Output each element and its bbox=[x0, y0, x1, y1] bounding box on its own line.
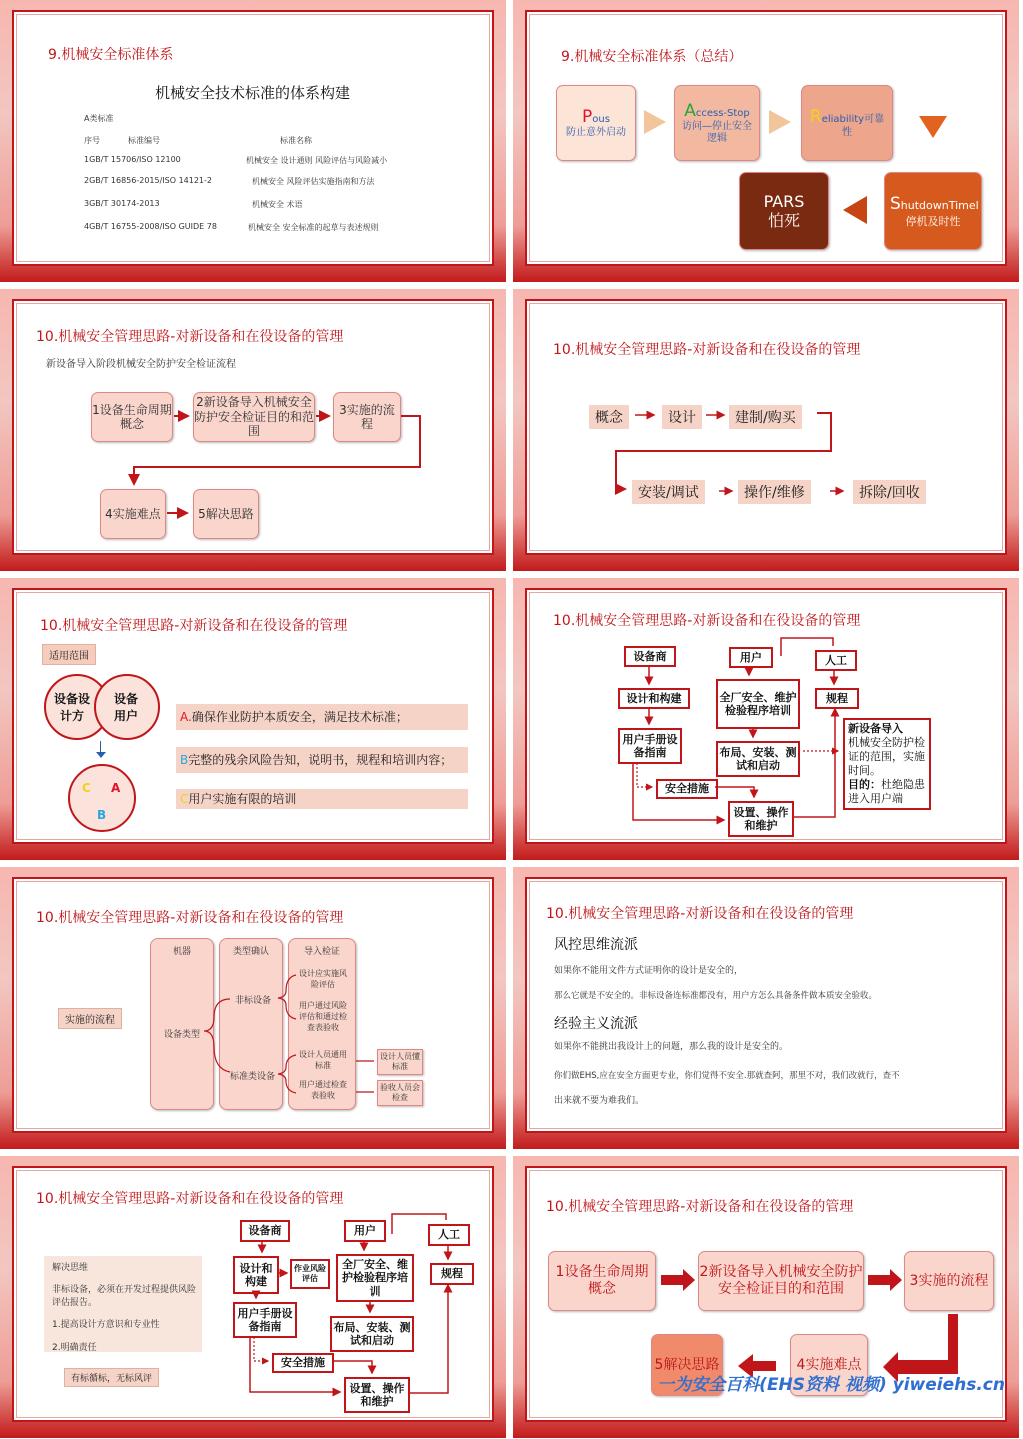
letter-c: C bbox=[82, 781, 91, 795]
verify-1: 设计应实施风险评估 bbox=[299, 969, 347, 989]
slide-2 bbox=[513, 0, 1019, 282]
slide-title: 10.机械安全管理思路-对新设备和在役设备的管理 bbox=[553, 342, 861, 358]
slide-title: 9.机械安全标准体系（总结） bbox=[561, 49, 743, 65]
stage-operate: 操作/维修 bbox=[738, 480, 811, 504]
shutdown-box bbox=[884, 172, 982, 250]
step-box: 3实施的流程 bbox=[904, 1251, 994, 1311]
item-a bbox=[176, 704, 468, 730]
step-box: 2新设备导入机械安全防护安全检证目的和范围 bbox=[193, 392, 315, 442]
access-sub: 访问—停止安全逻辑 bbox=[682, 121, 752, 145]
stage-build: 建制/购买 bbox=[729, 405, 802, 429]
slide-8 bbox=[513, 867, 1019, 1149]
node-supplier: 设备商 bbox=[240, 1220, 290, 1242]
node-manual-labor: 人工 bbox=[428, 1224, 470, 1246]
stage-design: 设计 bbox=[662, 405, 702, 429]
nonstandard-equipment: 非标设备 bbox=[235, 996, 272, 1006]
text-b: 完整的残余风险告知，说明书，规程和培训内容； bbox=[188, 753, 453, 767]
brace-lines bbox=[0, 867, 506, 1149]
letter-s: S bbox=[890, 194, 901, 215]
step-box: 1设备生命周期概念 bbox=[91, 392, 173, 442]
item-c bbox=[176, 789, 468, 809]
slide-title: 10.机械安全管理思路-对新设备和在役设备的管理 bbox=[36, 910, 344, 926]
slide-title: 10.机械安全管理思路-对新设备和在役设备的管理 bbox=[40, 618, 348, 634]
slide-title: 10.机械安全管理思路-对新设备和在役设备的管理 bbox=[36, 1191, 344, 1207]
pous-sub: 防止意外启动 bbox=[566, 127, 626, 139]
slide-title: 9.机械安全标准体系 bbox=[48, 47, 174, 63]
arrow-right-icon bbox=[644, 110, 666, 134]
text-c: 用户实施有限的培训 bbox=[188, 792, 297, 806]
node-rules: 规程 bbox=[815, 688, 859, 709]
slide-9 bbox=[0, 1156, 506, 1438]
column-header: 类型确认 bbox=[232, 947, 269, 957]
table-cell: 机械安全 设计通则 风险评估与风险减小 bbox=[246, 156, 388, 165]
paragraph: 那么它就是不安全的。非标设备连标准都没有，用户方怎么具备条件做本质安全验收。 bbox=[554, 991, 878, 1001]
flow-arrows bbox=[0, 1156, 506, 1438]
slide-4 bbox=[513, 289, 1019, 571]
flow-arrows bbox=[513, 578, 1019, 860]
slide-5 bbox=[0, 578, 506, 860]
arrow-down-icon bbox=[919, 116, 947, 138]
solution-point: 2.明确责任 bbox=[52, 1343, 97, 1353]
reliability-box bbox=[801, 85, 893, 161]
node-training: 全厂安全、维护检验程序培训 bbox=[716, 679, 800, 729]
bottom-tag: 有标循标，无标风评 bbox=[64, 1368, 159, 1387]
paragraph: 出来就不要为难我们。 bbox=[554, 1096, 645, 1106]
node-manual: 用户手册设备指南 bbox=[233, 1302, 297, 1338]
label-b: B bbox=[180, 753, 189, 767]
step-box: 5解决思路 bbox=[193, 489, 259, 539]
column-header: 导入检证 bbox=[303, 947, 340, 957]
note-purpose-label: 目的： bbox=[848, 778, 881, 791]
slide-6 bbox=[513, 578, 1019, 860]
standard-equipment: 标准类设备 bbox=[230, 1072, 276, 1082]
designer-label: 设备设计方 bbox=[53, 692, 90, 723]
stage-install: 安装/调试 bbox=[632, 480, 705, 504]
letter-r: R bbox=[809, 106, 822, 127]
node-user: 用户 bbox=[344, 1220, 386, 1242]
table-row: 1GB/T 15706/ISO 12100 bbox=[84, 155, 181, 164]
step-box: 2新设备导入机械安全防护安全检证目的和范围 bbox=[698, 1251, 864, 1311]
pars-sub: 怕死 bbox=[767, 211, 800, 230]
note-body: 机械安全防护检证的范围，实施时间。 bbox=[848, 736, 925, 777]
slide-title: 10.机械安全管理思路-对新设备和在役设备的管理 bbox=[546, 1199, 854, 1215]
stage-concept: 概念 bbox=[589, 405, 629, 429]
access-rest: ccess-Stop bbox=[695, 107, 750, 119]
note-purpose: 杜绝隐患进入用户端 bbox=[848, 778, 925, 805]
watermark-text: 一为安全百科(EHS资料 视频) yiweiehs.cn bbox=[657, 1375, 1005, 1395]
side-note-1: 设计人员懂标准 bbox=[377, 1049, 423, 1075]
solution-text: 非标设备，必须在开发过程提供风险评估报告。 bbox=[52, 1285, 197, 1308]
node-user: 用户 bbox=[729, 647, 773, 668]
pous-box bbox=[556, 85, 636, 161]
equipment-type: 设备类型 bbox=[164, 1030, 201, 1040]
table-cell: 机械安全 术语 bbox=[252, 200, 303, 209]
letter-p: P bbox=[582, 106, 593, 127]
pous-rest: ous bbox=[592, 113, 610, 125]
flow-arrows bbox=[513, 289, 1019, 571]
letter-a: A bbox=[684, 100, 696, 121]
node-risk-assessment: 作业风险评估 bbox=[290, 1259, 330, 1289]
text-a: 确保作业防护本质安全，满足技术标准； bbox=[191, 710, 408, 724]
arrow-down-icon bbox=[96, 752, 106, 758]
slide-title: 10.机械安全管理思路-对新设备和在役设备的管理 bbox=[36, 329, 344, 345]
node-manual-labor: 人工 bbox=[815, 650, 857, 671]
letter-a: A bbox=[111, 781, 121, 795]
verify-2: 用户通过风险评估和通过检查表验收 bbox=[299, 1001, 347, 1032]
step-box: 4实施难点 bbox=[790, 1334, 868, 1396]
node-layout: 布局、安装、测试和启动 bbox=[330, 1316, 414, 1352]
section-heading: 经验主义流派 bbox=[554, 1016, 638, 1032]
node-safety: 安全措施 bbox=[272, 1353, 334, 1373]
table-cell: 机械安全 风险评估实施指南和方法 bbox=[252, 177, 375, 186]
col-header-no: 序号 bbox=[84, 136, 100, 145]
reliability-rest: eliability可靠性 bbox=[821, 113, 885, 139]
user-label: 设备用户 bbox=[113, 692, 138, 723]
table-row: 2GB/T 16856-2015/ISO 14121-2 bbox=[84, 176, 212, 185]
paragraph: 你们做EHS,应在安全方面更专业，你们觉得不安全.那就查阿，那里不对，我们改就行，查不 bbox=[554, 1071, 900, 1081]
arrow-right-icon bbox=[769, 110, 791, 134]
solution-point: 1.提高设计方意识和专业性 bbox=[52, 1320, 160, 1330]
node-rules: 规程 bbox=[430, 1263, 474, 1285]
slide-1 bbox=[0, 0, 506, 282]
table-row: 4GB/T 16755-2008/ISO GUIDE 78 bbox=[84, 222, 217, 231]
category-label: A类标准 bbox=[84, 114, 114, 123]
step-box: 3实施的流程 bbox=[333, 392, 401, 442]
stage-dismantle: 拆除/回收 bbox=[853, 480, 926, 504]
node-operate: 设置、操作和维护 bbox=[728, 801, 794, 837]
step-box: 4实施难点 bbox=[100, 489, 166, 539]
section-heading: 风控思维流派 bbox=[554, 937, 638, 953]
slide-10 bbox=[513, 1156, 1019, 1438]
slide-3 bbox=[0, 289, 506, 571]
node-safety: 安全措施 bbox=[656, 779, 718, 799]
slide-heading: 机械安全技术标准的体系构建 bbox=[155, 84, 351, 102]
item-b bbox=[176, 747, 468, 773]
node-training: 全厂安全、维护检验程序培训 bbox=[336, 1254, 414, 1302]
slide-subtitle: 新设备导入阶段机械安全防护安全检证流程 bbox=[46, 359, 236, 370]
node-manual: 用户手册设备指南 bbox=[618, 728, 682, 764]
solution-title: 解决思维 bbox=[52, 1263, 89, 1273]
slide-title: 10.机械安全管理思路-对新设备和在役设备的管理 bbox=[553, 613, 861, 629]
table-cell: 机械安全 安全标准的起草与表述规则 bbox=[248, 223, 379, 232]
col-header-name: 标准名称 bbox=[280, 136, 312, 145]
label-c: C bbox=[180, 792, 189, 806]
arrow-left-icon bbox=[843, 196, 867, 224]
flow-tag: 实施的流程 bbox=[58, 1008, 122, 1029]
node-design: 设计和构建 bbox=[618, 688, 690, 709]
side-note-2: 验收人员会检查 bbox=[377, 1080, 423, 1106]
flow-arrows bbox=[0, 289, 506, 571]
shutdown-rest: hutdownTimel停机及时性 bbox=[900, 199, 979, 228]
pars-label: PARS bbox=[763, 191, 805, 211]
node-design: 设计和构建 bbox=[233, 1256, 279, 1294]
node-layout: 布局、安装、测试和启动 bbox=[716, 741, 800, 777]
slide-7 bbox=[0, 867, 506, 1149]
label-a: A. bbox=[180, 710, 192, 724]
letter-b: B bbox=[97, 808, 107, 822]
col-header-code: 标准编号 bbox=[128, 136, 160, 145]
step-box: 1设备生命周期概念 bbox=[548, 1251, 656, 1311]
node-supplier: 设备商 bbox=[624, 646, 676, 667]
paragraph: 如果你不能用文件方式证明你的设计是安全的， bbox=[554, 966, 744, 976]
access-stop-box bbox=[674, 85, 760, 161]
slide-title: 10.机械安全管理思路-对新设备和在役设备的管理 bbox=[546, 906, 854, 922]
verify-4: 用户通过检查表验收 bbox=[299, 1080, 347, 1100]
pars-box bbox=[739, 172, 829, 250]
step-box: 5解决思路 bbox=[651, 1334, 723, 1396]
node-operate: 设置、操作和维护 bbox=[344, 1377, 410, 1413]
paragraph: 如果你不能挑出我设计上的问题，那么我的设计是安全的。 bbox=[554, 1042, 789, 1052]
scope-tag: 适用范围 bbox=[42, 644, 96, 665]
note-title: 新设备导入 bbox=[848, 722, 903, 735]
table-row: 3GB/T 30174-2013 bbox=[84, 199, 160, 208]
column-header: 机器 bbox=[172, 947, 191, 957]
flow-arrows bbox=[513, 1156, 1019, 1438]
verify-3: 设计人员通用标准 bbox=[299, 1050, 347, 1070]
